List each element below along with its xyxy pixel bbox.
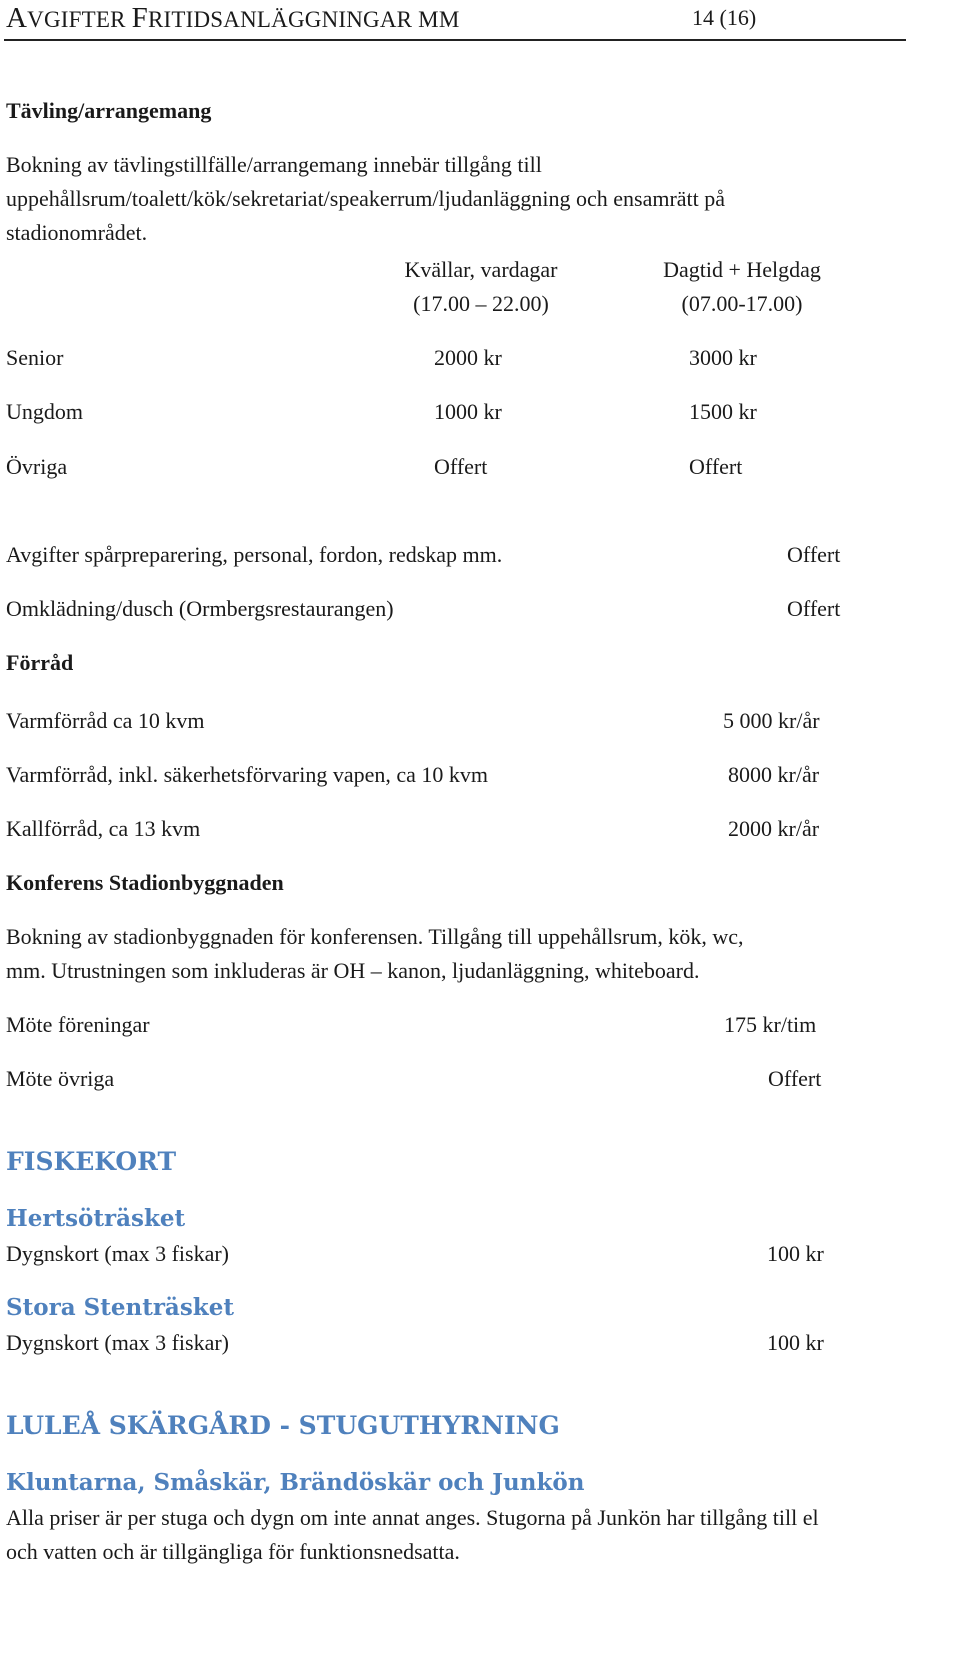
forrad-label: Kallförråd, ca 13 kvm: [6, 816, 201, 841]
title-initial-f: F: [131, 2, 148, 34]
tavling-intro: [6, 148, 725, 250]
skargard-subheading: Kluntarna, Småskär, Brändöskär och Junkön: [6, 1469, 585, 1496]
lake-heading: Stora Stenträsket: [6, 1294, 234, 1321]
header-rule: [4, 39, 906, 41]
tavling-intro-line: Bokning av tävlingstillfälle/arrangemang innebär tillgång till: [6, 152, 542, 177]
col2-header: Dagtid + Helgdag: [663, 257, 821, 282]
forrad-value: 5 000 kr/år: [723, 708, 820, 733]
price-row-c2: 1500 kr: [689, 399, 757, 424]
lake-card-value: 100 kr: [767, 1330, 824, 1355]
extra-value: Offert: [787, 596, 841, 621]
title-part-b: RITIDSANLÄGGNINGAR MM: [147, 7, 460, 32]
skargard-heading: LULEÅ SKÄRGÅRD - STUGUTHYRNING: [6, 1411, 560, 1440]
skargard-line: Alla priser är per stuga och dygn om inte annat anges. Stugorna på Junkön har tillgång till el: [6, 1505, 819, 1530]
price-row-c1: 2000 kr: [434, 345, 502, 370]
extra-value: Offert: [787, 542, 841, 567]
lake-card-label: Dygnskort (max 3 fiskar): [6, 1330, 230, 1355]
price-row-c1: Offert: [434, 454, 488, 479]
lake-card-label: Dygnskort (max 3 fiskar): [6, 1241, 230, 1266]
extra-label: Avgifter spårpreparering, personal, fordon, redskap mm.: [6, 542, 503, 567]
price-row-label: Ungdom: [6, 399, 83, 424]
konferens-label: Möte föreningar: [6, 1012, 150, 1037]
konferens-line: Bokning av stadionbyggnaden för konferensen. Tillgång till uppehållsrum, kök, wc,: [6, 924, 744, 949]
lake-card-value: 100 kr: [767, 1241, 824, 1266]
page-title: [6, 0, 459, 38]
lake-heading: Hertsöträsket: [6, 1205, 186, 1232]
skargard-line: och vatten och är tillgängliga för funktionsnedsatta.: [6, 1539, 460, 1564]
page-number: 14 (16): [692, 5, 757, 30]
konferens-value: 175 kr/tim: [724, 1012, 817, 1037]
forrad-label: Varmförråd ca 10 kvm: [6, 708, 205, 733]
col1-header: Kvällar, vardagar: [404, 257, 558, 282]
konferens-label: Möte övriga: [6, 1066, 115, 1091]
konferens-text: [6, 920, 744, 988]
price-row-label: Senior: [6, 345, 64, 370]
title-initial-a: A: [6, 2, 28, 34]
price-row-c2: 3000 kr: [689, 345, 757, 370]
col2-subheader: (07.00-17.00): [681, 291, 803, 316]
forrad-label: Varmförråd, inkl. säkerhetsförvaring vapen, ca 10 kvm: [6, 762, 489, 787]
tavling-intro-line: uppehållsrum/toalett/kök/sekretariat/speakerrum/ljudanläggning och ensamrätt på: [6, 186, 726, 211]
konferens-heading: Konferens Stadionbyggnaden: [6, 870, 284, 895]
tavling-intro-line: stadionområdet.: [6, 220, 148, 245]
skargard-text: [6, 1501, 819, 1569]
fiskekort-heading: FISKEKORT: [6, 1147, 177, 1176]
forrad-heading: Förråd: [6, 650, 74, 675]
forrad-value: 2000 kr/år: [728, 816, 820, 841]
forrad-value: 8000 kr/år: [728, 762, 820, 787]
price-row-c2: Offert: [689, 454, 743, 479]
konferens-value: Offert: [768, 1066, 822, 1091]
tavling-heading: Tävling/arrangemang: [6, 98, 212, 123]
price-row-label: Övriga: [6, 454, 68, 479]
col1-subheader: (17.00 – 22.00): [413, 291, 549, 316]
extra-label: Omklädning/dusch (Ormbergsrestaurangen): [6, 596, 394, 621]
konferens-line: mm. Utrustningen som inkluderas är OH – kanon, ljudanläggning, whiteboard.: [6, 958, 700, 983]
title-part-a: VGIFTER: [27, 7, 132, 32]
price-row-c1: 1000 kr: [434, 399, 502, 424]
